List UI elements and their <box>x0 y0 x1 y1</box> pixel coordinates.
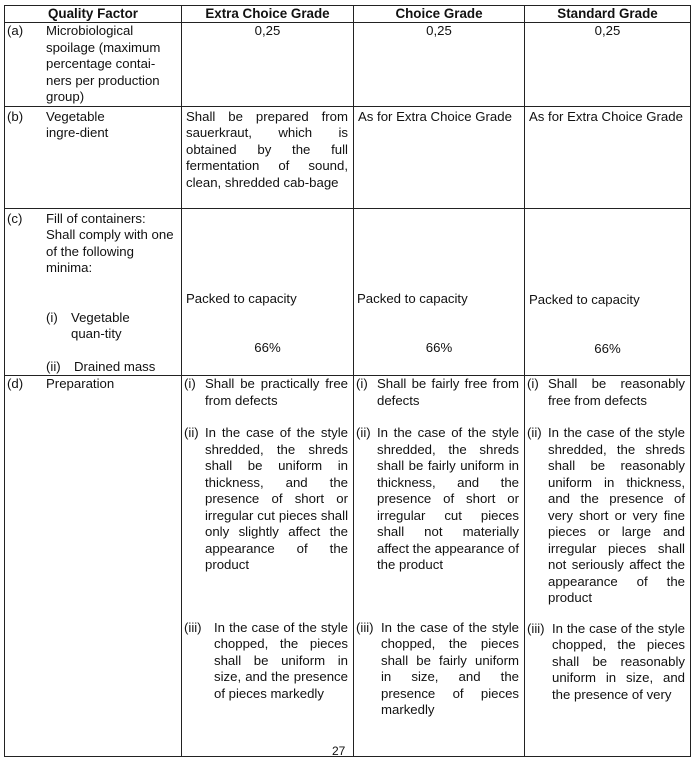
row-c-sub1-extra: Packed to capacity <box>186 290 297 306</box>
row-a-standard: 0,25 <box>525 23 691 107</box>
row-c-sub2: Drained mass <box>74 358 156 374</box>
row-d-factor: Preparation <box>46 376 115 391</box>
d-extra-ii: In the case of the style shredded, the shreds shall be uniform in thickness, and the presence of short or irregular cut pieces shall only slightly affect the appearance of the product <box>205 425 348 572</box>
d-extra-i-label: (i) <box>184 376 196 391</box>
d-standard-iii-label: (iii) <box>527 620 545 636</box>
row-d-label: (d) <box>7 376 24 391</box>
row-c-sub2-standard: 66% <box>594 341 621 356</box>
d-choice-i-label: (i) <box>356 376 368 391</box>
row-c-factor: Fill of containers: Shall comply with one of the following minima: <box>46 210 174 275</box>
row-c-sub1-choice: Packed to capacity <box>357 290 468 306</box>
row-a-choice: 0,25 <box>354 23 525 107</box>
row-preparation <box>5 376 691 757</box>
row-b-label: (b) <box>7 108 24 124</box>
row-a-label: (a) <box>7 23 24 38</box>
header-extra-choice-grade: Extra Choice Grade <box>182 6 354 23</box>
header-quality-factor: Quality Factor <box>5 6 182 23</box>
row-c-sub2-extra: 66% <box>254 340 281 355</box>
d-extra-iii-label: (iii) <box>184 619 202 635</box>
d-standard-i-label: (i) <box>527 376 539 391</box>
d-extra-i: Shall be practically free from defects <box>205 376 348 408</box>
page-number: 27 <box>332 744 346 758</box>
d-standard-ii-label: (ii) <box>527 425 542 440</box>
row-c-sub2-choice: 66% <box>425 340 453 355</box>
row-c-label: (c) <box>7 210 23 226</box>
d-choice-i: Shall be fairly free from defects <box>377 376 519 408</box>
d-choice-ii-label: (ii) <box>356 425 371 440</box>
header-choice-grade: Choice Grade <box>354 6 525 23</box>
d-choice-ii: In the case of the style shredded, the shreds shall be fairly uniform in thickness, and the presence of short or irregular cut pieces shall not materially affect the appearance of the product <box>377 425 519 572</box>
row-b-factor: Vegetable ingre-dient <box>46 108 109 140</box>
row-fill-of-containers <box>5 208 691 376</box>
row-c-sub2-label: (ii) <box>46 358 61 374</box>
row-microbiological-spoilage <box>5 23 691 107</box>
row-a-extra: 0,25 <box>182 23 354 107</box>
d-standard-i: Shall be reasonably free from defects <box>548 376 685 408</box>
row-c-sub1-label: (i) <box>46 309 58 325</box>
row-vegetable-ingredient <box>5 106 691 208</box>
d-standard-iii: In the case of the style chopped, the pieces shall be reasonably uniform in size, and the presence of very <box>552 620 685 702</box>
row-b-extra: Shall be prepared from sauerkraut, which is obtained by the full fermentation of sound, clean, shredded cab-bage <box>186 108 348 190</box>
row-b-choice: As for Extra Choice Grade <box>358 108 512 124</box>
d-standard-ii: In the case of the style shredded, the shreds shall be reasonably uniform in thickness, and the presence of very short or very fine pieces or large and irregular pieces shall not seriously affect the appearance of the product <box>548 425 685 605</box>
d-choice-iii-label: (iii) <box>356 619 374 635</box>
header-row <box>5 6 691 23</box>
row-c-sub1: Vegetable quan-tity <box>71 309 130 341</box>
d-extra-ii-label: (ii) <box>184 425 199 440</box>
row-a-factor: Microbiological spoilage (maximum percentage contai-ners per production group) <box>46 23 161 104</box>
d-choice-iii: In the case of the style chopped, the pieces shall be fairly uniform in size, and the presence of pieces markedly <box>381 619 519 717</box>
quality-factor-table <box>4 5 691 757</box>
header-standard-grade: Standard Grade <box>525 6 691 23</box>
row-c-sub1-standard: Packed to capacity <box>529 291 640 307</box>
d-extra-iii: In the case of the style chopped, the pieces shall be uniform in size, and the presence of pieces markedly <box>214 619 348 701</box>
row-b-standard: As for Extra Choice Grade <box>529 108 683 124</box>
